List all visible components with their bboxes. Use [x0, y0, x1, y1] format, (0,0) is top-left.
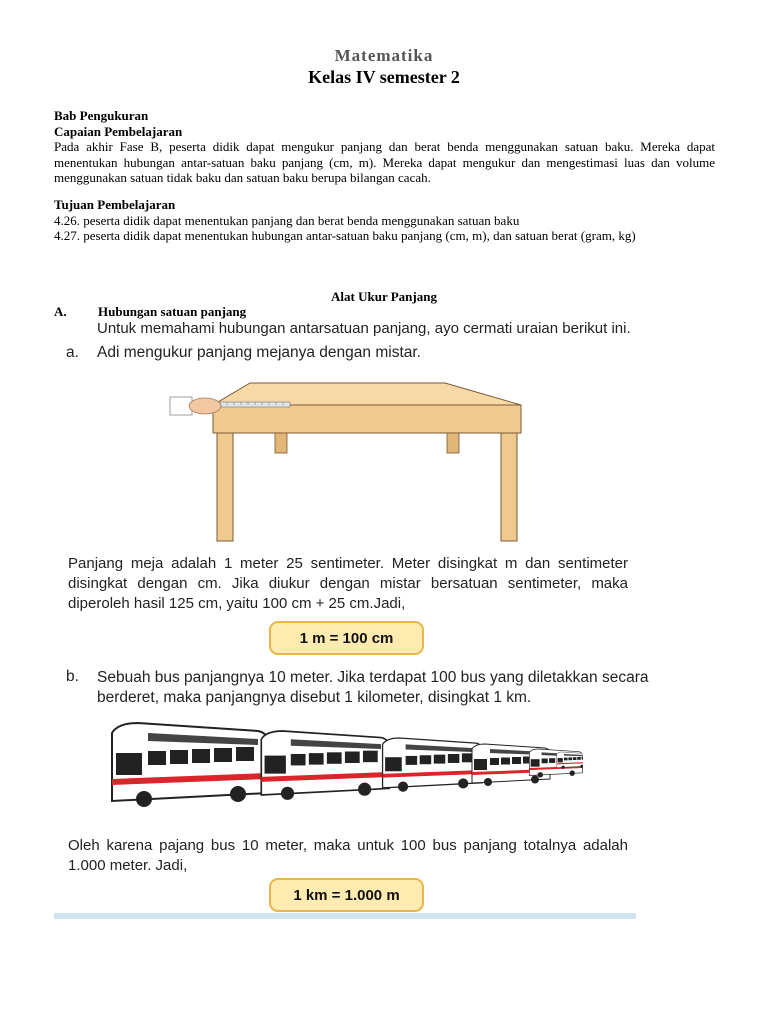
tujuan-item: 4.26. peserta didik dapat menentukan panjang dan berat benda menggunakan satuan baku [54, 212, 520, 228]
tujuan-section [54, 197, 715, 244]
item-a-label: a. [66, 344, 79, 361]
item-b-text: Sebuah bus panjangnya 10 meter. Jika terdapat 100 bus yang diletakkan secara berderet, maka panjangnya disebut 1 kilometer, disingkat 1 km. [97, 669, 649, 706]
bottom-divider [54, 913, 636, 919]
table-ruler-illustration [165, 375, 530, 545]
section-a-text: Hubungan satuan panjang [98, 304, 247, 319]
buses-illustration [108, 718, 583, 818]
paragraph-b: Oleh karena pajang bus 10 meter, maka untuk 100 bus panjang totalnya adalah 1.000 meter. Jadi, [68, 837, 628, 874]
bab-section [54, 108, 715, 186]
book-intro: Untuk memahami hubungan antarsatuan panjang, ayo cermati uraian berikut ini. [97, 320, 631, 337]
paragraph-a: Panjang meja adalah 1 meter 25 sentimeter. Meter disingkat m dan sentimeter disingkat dengan cm. Jika diukur dengan mistar bersatuan sentimeter, maka diperoleh hasil 125 cm, yaitu 100 cm + 25 cm.Jadi, [68, 555, 628, 612]
item-a [66, 344, 421, 362]
capaian-paragraph: Pada akhir Fase B, peserta didik dapat mengukur panjang dan berat benda menggunakan satuan baku. Mereka dapat menentukan hubungan antar-satuan baku panjang (cm, m). Mereka dapat mengukur dan mengestimasi luas dan volume menggunakan satuan tidak baku dan satuan baku berupa bilangan cacah. [54, 139, 715, 185]
subject-title: Matematika [334, 46, 434, 65]
tujuan-heading: Tujuan Pembelajaran [54, 197, 176, 212]
formula-box-m-cm: 1 m = 100 cm [269, 621, 424, 655]
section-a-heading [54, 304, 246, 320]
chapter-heading: Bab Pengukuran [54, 108, 149, 123]
item-b-label: b. [66, 668, 79, 685]
item-a-text: Adi mengukur panjang mejanya dengan mistar. [97, 344, 421, 361]
class-title: Kelas IV semester 2 [308, 67, 460, 87]
tujuan-item: 4.27. peserta didik dapat menentukan hubungan antar-satuan baku panjang (cm, m), dan satuan berat (gram, kg) [54, 228, 636, 243]
section-a-letter: A. [54, 304, 67, 319]
section-title: Alat Ukur Panjang [331, 289, 437, 304]
item-b [66, 668, 657, 708]
capaian-heading: Capaian Pembelajaran [54, 123, 183, 139]
formula-box-km-m: 1 km = 1.000 m [269, 878, 424, 912]
